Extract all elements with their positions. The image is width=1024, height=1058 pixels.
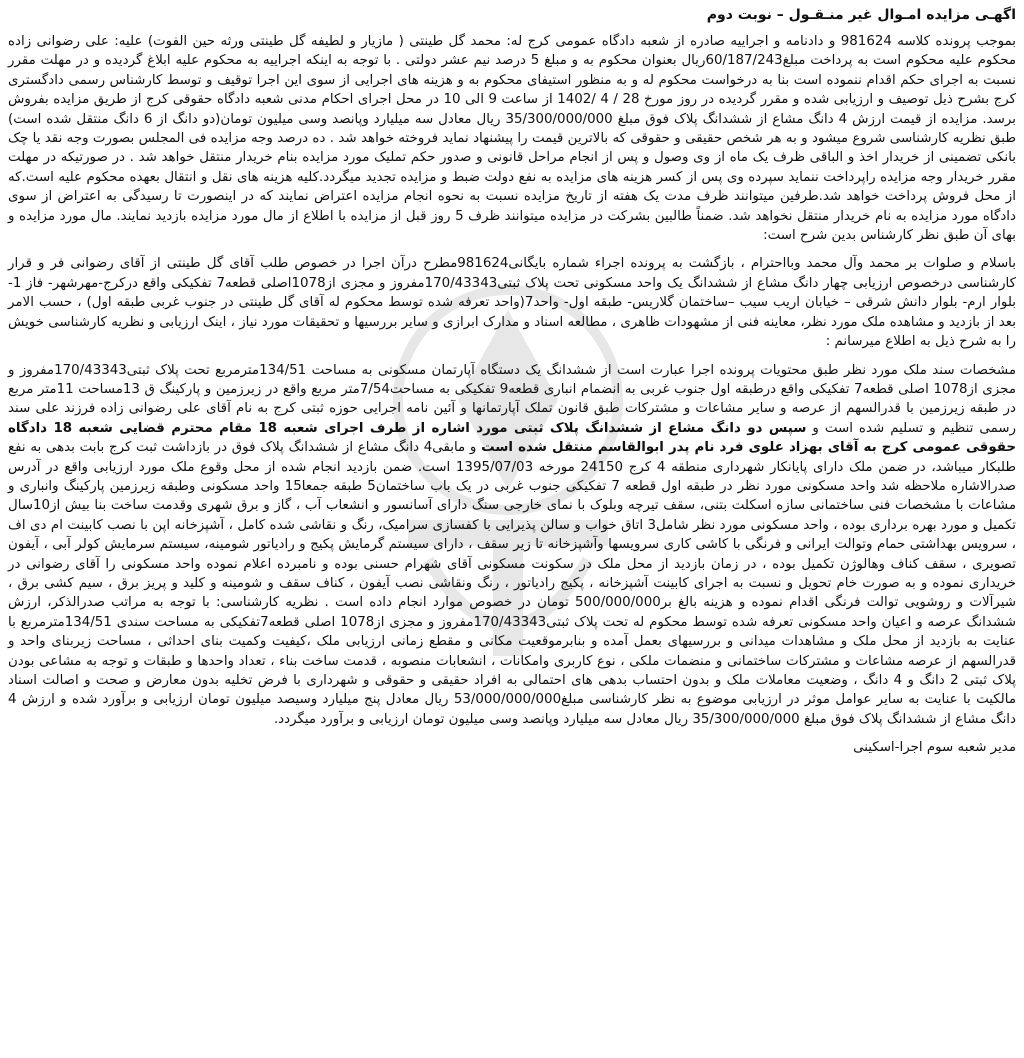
property-transfer-bold: سپس دو دانگ مشاع از ششدانگ پلاک ثبتی مورد اشاره از طرف اجرای شعبه 18 مقام محترم قضایی شعبه 18 دادگاه حقوقی عمومی کرج به آقای بهزاد علوی فرد نام پدر ابوالقاسم منتقل شده است xyxy=(8,420,1017,456)
notice-title: اگهـی مزایده امـوال غیر منـقـول – نوبت دوم xyxy=(706,7,1016,23)
property-details-part-2: و مابقی4 دانگ مشاع از ششدانگ پلاک فوق در بازداشت ثبت کرج بابت بدهی به نفع طلبکار میباشد، در ضمن ملک دارای پایانکار شهرداری منطقه 4 کرج 24150 مورخه 1395/07/03 است. ضمن بازدید انجام شده از محل وقوع ملک مورد ارزیابی واقع در آدرس صدرالاشاره ملاحظه شد واحد مسکونی مورد نظر در طبقه اول قطعه 7 تفکیکی جنوب غربی در یک باب ساختمان5 طبقه جمعا15 واحد مسکونی وطبقه زیرزمین پارکینگ وانباری و مشاعات با مشخصات فنی ساختمانی سازه اسکلت بتنی، سقف تیرچه وبلوک با نمای خارجی سنگ دارای آسانسور و انشعاب آب ، گاز و برق شهری وقدمت ساخت بنا بیش از10سال تکمیل و مورد بهره برداری بوده ، واحد مسکونی مورد نظر شامل3 اتاق خواب و سالن پذیرایی با کفسازی سرامیک، رنگ و نقاشی شده کامل ، آشپزخانه اپن با نصب کابینت ام دی اف ، سرویس بهداشتی حمام وتوالت ایرانی و فرنگی با کاشی کاری سرویسها وآشپزخانه تا زیر سقف ، دارای سیستم گرمایش پکیج و رادیاتور شومینه، سیستم سرمایش کولر آبی ، آیفون تصویری ، سقف کناف وهالوژن تکمیل بوده ، در زمان بازدید از محل ملک در سکونت مسکونی آقای شهرام حسنی بوده و نامبرده اعلام نموده واحد مسکونی را آقای رضوانی در خریداری نموده و به صورت خام تحویل و نسبت به اجرای کابینت آشپزخانه ، پکیج رادیاتور ، رنگ ونقاشی نصب آیفون ، کناف سقف و شومینه و کلید و پریز برق ، سیم کشی برق ، شیرآلات و روشویی توالت فرنگی اقدام نموده و هزینه بالغ بر500/000/000 تومان در خصوص موارد انجام داده است . نظریه کارشناسی: با توجه به مراتب صدرالذکر، ارزش ششدانگ عرصه و اعیان واحد مسکونی تعرفه شده توسط محکوم له تحت پلاک ثبتی170/43343مفروز و مجزی از1078 اصلی قطعه7تفکیکی به مساحت سندی 134/51مترمربع با عنایت به بازدید از محل ملک و مشاهدات میدانی و بررسیهای بعمل آمده و بنابرموقعیت مکانی و مقطع زمانی ارزیابی ملک ،کیفیت وکمیت بنای احداثی ، مساحت زیربنای واحد و قدرالسهم از عرصه مشاعات و مشترکات ساختمانی و منضمات ملکی ، نوع کاربری وامکانات ، انشعابات منصوبه ، قدمت ساخت بناء ، تعداد واحدها و طبقات و توجه به مشاعی بودن پلاک ثبتی 2 دانگ و 4 دانگ ، وضعیت معاملات ملک و بدون احتساب بدهی های احتمالی به افراد حقیقی و حقوقی و شهرداری با فرض تخلیه بدون معارض و صحت و اصالت اسناد مالکیت با عنایت به سایر عوامل موثر در ارزیابی موضوع به نظر کارشناسی مبلغ53/000/000/000 ریال معادل پنج میلیارد وسیصد میلیون تومان ارزیابی و برآورد شده و ارزش 4 دانگ مشاع از ششدانگ پلاک فوق مبلغ 35/300/000/000 ریال معادل سه میلیارد وپانصد وسی میلیون تومان ارزیابی و برآورد میگردد. xyxy=(8,440,1017,727)
auction-notice xyxy=(8,6,1016,1052)
notice-paragraph-expert-intro: باسلام و صلوات بر محمد وآل محمد وبااحترام ، بازگشت به پرونده اجراء شماره بایگانی981624مطرح درآن اجرا در خصوص طلب آقای گل طینتی از آقای رضوانی فر و قرار کارشناسی درخصوص ارزیابی چهار دانگ مشاع از ششدانگ یک واحد مسکونی تحت پلاک ثبتی170/43343مفروز و مجزی از1078اصلی قطعه7 تفکیکی واقع درکرج-مهرشهر- فاز 1- بلوار ارم- بلوار دانش شرقی – خیابان اریب سیب –ساختمان گلاریس- طبقه اول- واحد7(واحد تعرفه شده توسط محکوم له آقای گل طینتی در جنوب غربی طبقه اول) ، حسب الامر بعد از بازدید و مشاهده ملک مورد نظر، معاینه فنی از مشهودات ظاهری ، مطالعه اسناد و مدارک ابرازی و سایر بررسیها و تحقیقات مورد نیاز ، اینک ارزیابی و نظریه کارشناسی خویش را به شرح ذیل به اطلاع میرسانم : xyxy=(8,256,1017,350)
notice-paragraph-terms: بموجب پرونده کلاسه 981624 و دادنامه و اجراییه صادره از شعبه دادگاه عمومی کرج له: محمد گل طینتی ( مازیار و لطیفه گل طینتی ورثه حین الفوت) علیه: علی رضوانی زاده محکوم علیه محکوم است به پرداخت مبلغ60/187/243ریال بعنوان محکوم به و مبلغ 5 درصد نیم عشر دولتی . با توجه به اینکه اجراییه به محکوم علیه ابلاغ گردیده و در مهلت مقرر نسبت به اجرای حکم اقدام ننموده است بنا به درخواست محکوم له و به منظور استیفای محکوم به و هزینه های اجرایی از سوی این اجرا توقیف و توسط کارشناس رسمی دادگستری کرج بشرح ذیل توصیف و ارزیابی شده و مقرر گردیده در روز مورخ 28 / 4 /1402 از ساعت 9 الی 10 در محل اجرای احکام مدنی شعبه دادگاه حقوقی کرج از طریق مزایده بفروش برسد. مزایده از قیمت ارزش 4 دانگ مشاع از ششدانگ پلاک فوق مبلغ 35/300/000/000 ریال معادل سه میلیارد وپانصد وسی میلیون تومان(دو دانگ از 6 دانگ منتقل شده است) طبق نظریه کارشناسی شروع میشود و به هر شخص حقیقی و حقوقی که بالاترین قیمت را پیشنهاد نماید فروخته خواهد شد . ده درصد وجه مزایده فی المجلس بصورت وجه نقد یا چک بانکی تضمینی از خریدار اخذ و الباقی ظرف یک ماه از وی وصول و پس از انجام مراحل قانونی و صدور حکم تملیک مورد مزایده بنام خریدار منتقل خواهد شد . در صورتیکه در مهلت مقرر خریدار وجه مزایده راپرداخت ننماید سپرده وی پس از کسر هزینه های مزایده به نفع دولت ضبط و مزایده تجدید میگردد.کلیه هزینه های نقل و انتقال بعهده محکوم علیه است.که از محل فروش پرداخت خواهد شد.طرفین میتوانند ظرف مدت یک هفته از تاریخ مزایده نسبت به نحوه انجام مزایده اعتراض نمایند که در اینصورت تا رسیدگی به اعتراض از سوی دادگاه مورد مزایده به نام خریدار منتقل نخواهد شد. ضمناً طالبین بشرکت در مزایده میتوانند ظرف 5 روز قبل از مزایده با اطلاع از مال مورد مزایده بازدید نمایند. مال مورد مزایده و بهای آن طبق نظر کارشناس بدین شرح است: xyxy=(8,34,1017,244)
property-details-part-1: مشخصات سند ملک مورد نظر طبق محتویات پرونده اجرا عبارت است از ششدانگ یک دستگاه آپارتمان مسکونی به مساحت 134/51مترمربع تحت پلاک ثبتی170/43343مفروز و مجزی از1078 اصلی قطعه7 تفکیکی واقع درطبقه اول جنوب غربی به انضمام انباری قطعه9 تفکیکی به مساحت7/54متر مربع واقع در زیرزمین و پارکینگ ق 13مساحت 11متر مربع در طبقه زیرزمین با قدرالسهم از عرصه و سایر مشاعات و مشترکات طبق قانون تملک آپارتمانها و آئین نامه اجرایی حوزه ثبتی کرج به نام آقای علی رضوانی زاده فرزند علی سند رسمی تنظیم و تسلیم شده است و xyxy=(8,362,1016,436)
notice-paragraph-property-details xyxy=(8,361,1016,730)
signature-line: مدیر شعبه سوم اجرا-اسکینی xyxy=(853,740,1016,756)
